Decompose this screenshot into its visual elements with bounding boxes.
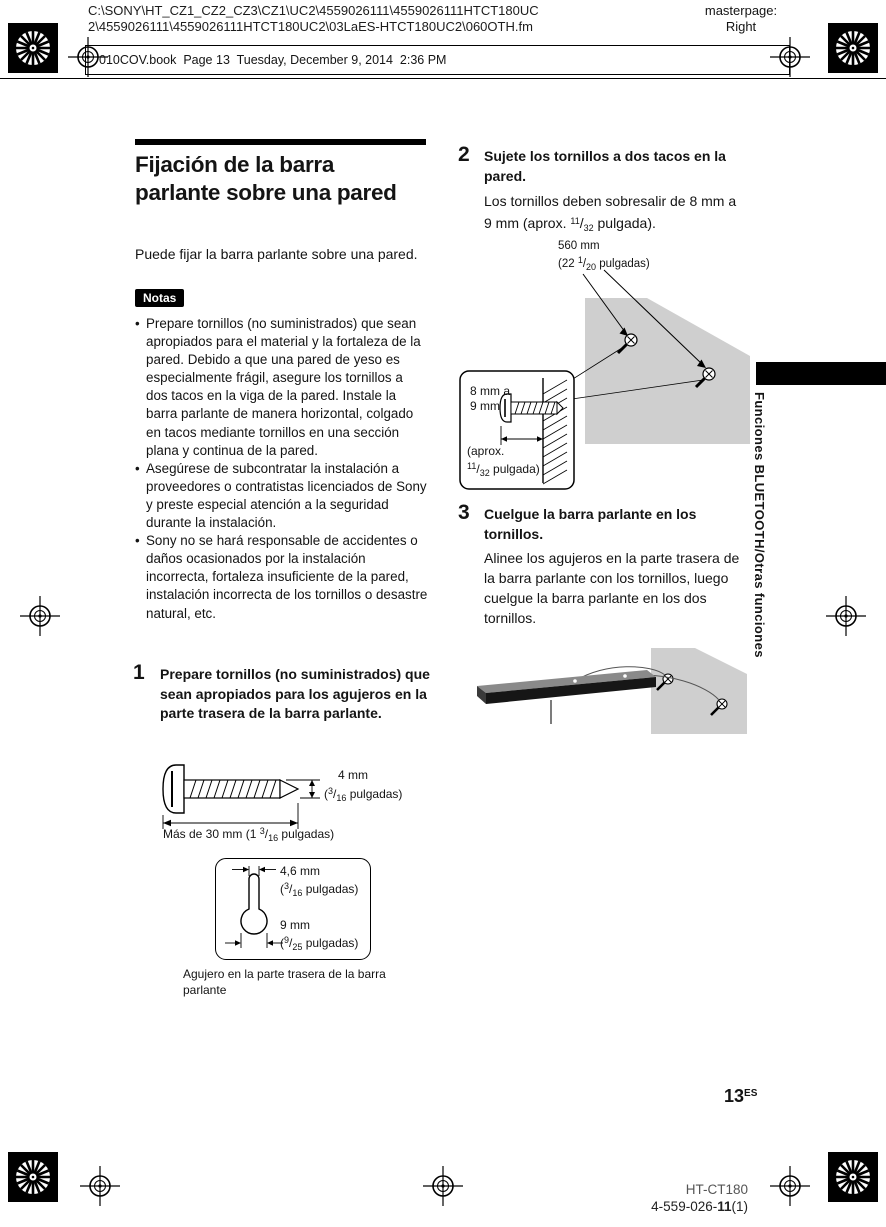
book-info-box [85, 45, 790, 75]
document-code: 4-559-026-11(1) [651, 1199, 748, 1214]
soundbar-hang-diagram [455, 642, 755, 742]
keyhole-caption: Agujero en la parte trasera de la barra parlante [183, 967, 386, 997]
step-2-body: Los tornillos deben sobresalir de 8 mm a 9 mm (aprox. $^{11}/_{32}$ pulgada). [484, 193, 737, 233]
registration-starburst-icon [828, 23, 878, 78]
protrusion-label-line-2: 9 mm [470, 399, 500, 413]
file-path-line-1: C:\SONY\HT_CZ1_CZ2_CZ3\CZ1\UC2\4559026111\4559026111HTCT180UC [88, 3, 539, 18]
registration-crosshair-icon [20, 596, 60, 641]
note-text: Asegúrese de subcontratar la instalación a proveedores o contratistas licenciados de Sony y preste especial atención a la seguridad durante la instalación. [146, 460, 427, 531]
bullet-icon: • [135, 533, 140, 549]
protrusion-label-line-1: 8 mm a [470, 384, 511, 398]
chapter-tab-label: Funciones BLUETOOTH/Otras funciones [752, 392, 767, 658]
note-text: Sony no se hará responsable de accidentes o daños ocasionados por la instalación incorrecta, fortaleza insuficiente de la pared, instalación incorrecta de los tornillos o desastre natural, etc. [146, 533, 428, 621]
registration-starburst-icon [8, 1152, 58, 1207]
registration-crosshair-icon [826, 596, 866, 641]
registration-crosshair-icon [770, 1166, 810, 1211]
registration-crosshair-icon [423, 1166, 463, 1211]
screw-length-label: Más de 30 mm (1 $^3/_{16}$ pulgadas) [163, 826, 335, 843]
file-path-line-2: 2\4559026111\4559026111HTCT180UC2\03LaES-HTCT180UC2\060OTH.fm [88, 19, 533, 34]
bullet-icon: • [135, 316, 140, 331]
book-info-text: 010COV.book Page 13 Tuesday, December 9, 2014 2:36 PM [99, 53, 447, 67]
registration-starburst-icon [828, 1152, 878, 1207]
note-item [135, 532, 428, 622]
file-path [88, 3, 698, 35]
page-region: ES [744, 1088, 758, 1099]
masterpage-block [690, 3, 792, 35]
section-title-bar [135, 139, 426, 145]
header-rule [0, 78, 886, 79]
notes-list [135, 315, 428, 623]
screw-diameter-fraction: ($^3/_{16}$ pulgadas) [324, 786, 403, 803]
registration-starburst-icon [8, 23, 58, 78]
step-1-number: 1 [133, 661, 145, 684]
step-3-body: Alinee los agujeros en la parte trasera de la barra parlante con los tornillos, luego cuelgue la barra parlante en los dos tornillos. [484, 550, 740, 626]
protrusion-approx-fraction: $^{11}/_{32}$ pulgada) [467, 461, 540, 478]
step-2-heading: Sujete los tornillos a dos tacos en la pared. [484, 148, 726, 184]
hole-width-label: 4,6 mm [280, 864, 321, 878]
note-text: Prepare tornillos (no suministrados) que sean apropiados para el material y la fortaleza de la pared. Debido a que una pared de yeso es especialmente frágil, asegure los tornillos a dos tacos en la viga de la pared. Instale la barra parlante de manera horizontal, colgado en tacos mediante tornillos en una sección plana y continua de la pared. [146, 316, 421, 458]
note-item [135, 460, 428, 532]
page-title-line-2: parlante sobre una pared [135, 180, 397, 205]
screw-diameter-label: 4 mm [338, 768, 368, 782]
hole-height-fraction: ($^9/_{25}$ pulgadas) [280, 935, 359, 952]
page-number: $13^{ES}$ [724, 1086, 758, 1106]
page-title-line-1: Fijación de la barra [135, 152, 335, 177]
wall-span-label: 560 mm [558, 240, 600, 252]
masterpage-value: Right [725, 19, 757, 34]
page-title [135, 151, 435, 207]
wall-span-fraction: (22 $^1/_{20}$ pulgadas) [558, 255, 650, 272]
step-1-heading: Prepare tornillos (no suministrados) que sean apropiados para los agujeros en la parte trasera de la barra parlante. [160, 666, 430, 721]
hole-height-label: 9 mm [280, 918, 310, 932]
chapter-tab-marker [756, 362, 886, 385]
bullet-icon: • [135, 460, 140, 476]
step-2-number: 2 [458, 143, 470, 166]
notes-badge: Notas [135, 289, 184, 307]
step-3-number: 3 [458, 501, 470, 524]
protrusion-approx-label: (aprox. [467, 444, 505, 458]
intro-paragraph: Puede fijar la barra parlante sobre una pared. [135, 246, 418, 262]
step-3-heading: Cuelgue la barra parlante en los tornillos. [484, 506, 697, 542]
masterpage-label: masterpage: [704, 3, 778, 18]
model-number: HT-CT180 [685, 1182, 748, 1197]
registration-crosshair-icon [80, 1166, 120, 1211]
hole-width-fraction: ($^3/_{16}$ pulgadas) [280, 881, 359, 898]
note-item [135, 315, 428, 460]
